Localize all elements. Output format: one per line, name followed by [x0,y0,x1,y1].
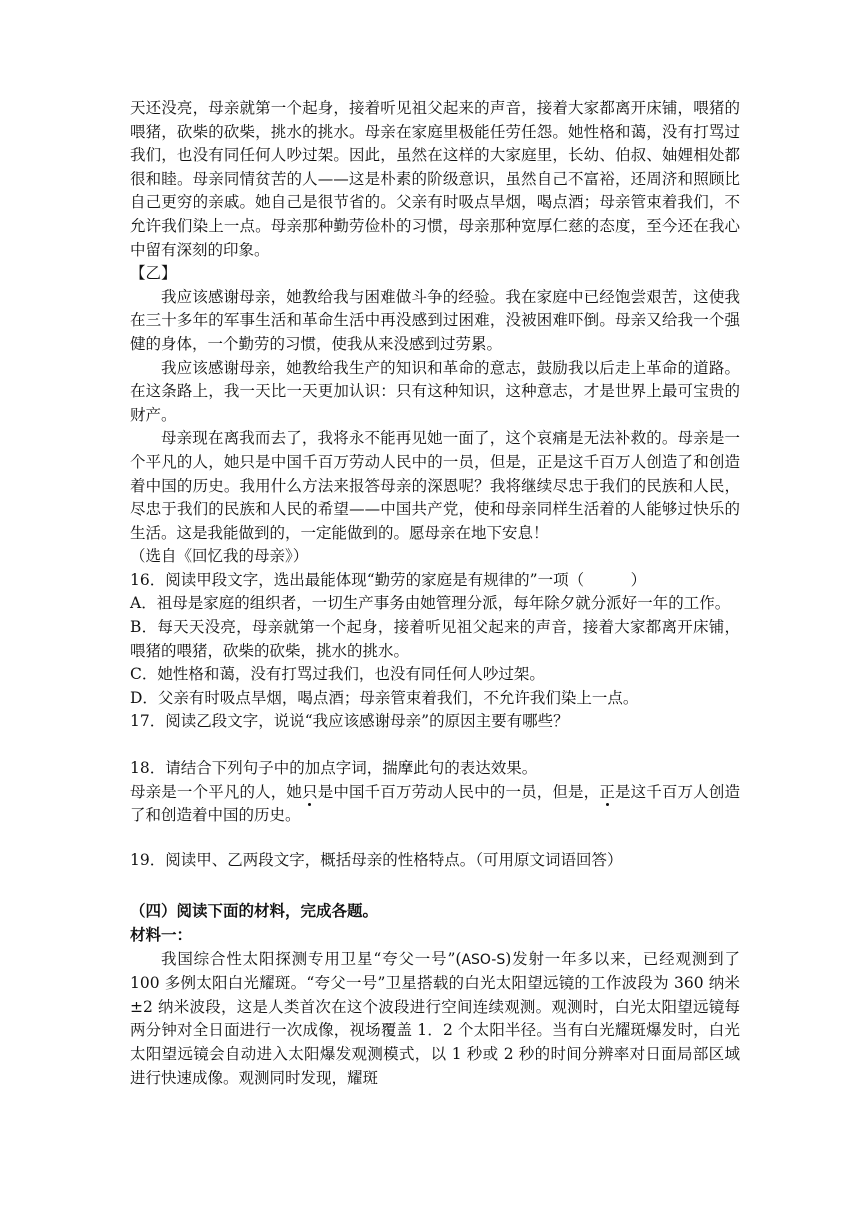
source-citation: （选自《回忆我的母亲》） [130,547,309,566]
q18-dotted-char-2: 正 [599,782,615,801]
question-16-option-b: B．每天天没亮，母亲就第一个起身，接着听见祖父起来的声音，接着大家都离开床铺，喂猪的喂猪，砍柴的砍柴，挑水的挑水。 [130,618,740,660]
passage-yi-paragraph-2: 我应该感谢母亲，她教给我生产的知识和革命的意志，鼓励我以后走上革命的道路。在这条路上，我一天比一天更加认识：只有这种知识，这种意志，才是世界上最可宝贵的财产。 [130,358,740,424]
question-17: 17．阅读乙段文字，说说“我应该感谢母亲”的原因主要有哪些？ [130,712,569,731]
question-18-stem: 18．请结合下列句子中的加点字词，揣摩此句的表达效果。 [130,759,538,778]
passage-jia-continued: 天还没亮，母亲就第一个起身，接着听见祖父起来的声音，接着大家都离开床铺，喂猪的喂猪，砍柴的砍柴，挑水的挑水。母亲在家庭里极能任劳任怨。她性格和蔼，没有打骂过我们，也没有同任何人吵过架。因此，虽然在这样的大家庭里，长幼、伯叔、妯娌相处都很和睦。母亲同情贫苦的人——这是朴素的阶级意识，虽然自己不富裕，还周济和照顾比自己更穷的亲戚。她自己是很节省的。父亲有时吸点旱烟，喝点酒；母亲管束着我们，不允许我们染上一点。母亲那种勤劳俭朴的习惯，母亲那种宽厚仁慈的态度，至今还在我心中留有深刻的印象。 [130,99,740,259]
question-19: 19．阅读甲、乙两段文字，概括母亲的性格特点。（可用原文词语回答） [130,850,623,869]
q18-sentence-after: 是这千百万人创造了和创造着中国的历史。 [130,782,740,825]
question-16-option-a: A．祖母是家庭的组织者，一切生产事务由她管理分派，每年除夕就分派好一年的工作。 [130,594,731,613]
question-16-stem: 16．阅读甲段文字，选出最能体现“勤劳的家庭是有规律的”一项（ ） [130,570,647,589]
q18-sentence-before: 母亲是一个平凡的人，她 [130,782,303,801]
section-4-title: （四）阅读下面的材料，完成各题。 [130,902,379,921]
passage-yi-header: 【乙】 [130,264,177,283]
answer-space-19 [130,872,740,900]
material-1-text-part-2: )发射一年多以来，已经观测到了 100 多例太阳白光耀斑。“夸父一号”卫星搭载的白光太阳望远镜的工作波段为 360 纳米±2 纳米波段，这是人类首次在这个波段进行空间连续观测。观测时，白光太阳望远镜每两分钟对全日面进行一次成像，视场覆盖 1．2 个太阳半径。当有白光耀斑爆发时，白光太阳望远镜会自动进入太阳爆发观测模式，以 1 秒或 2 秒的时间分辨率对日面局部区域进行快速成像。观测同时发现，耀斑 [130,949,740,1087]
answer-space-18 [130,828,740,849]
material-1-text [130,948,740,1091]
q18-dotted-char-1: 只 [302,782,318,801]
question-16-option-c: C．她性格和蔼，没有打骂过我们，也没有同任何人吵过架。 [130,665,545,684]
document-page [130,97,740,1090]
passage-yi-paragraph-1: 我应该感谢母亲，她教给我与困难做斗争的经验。我在家庭中已经饱尝艰苦，这使我在三十多年的军事生活和革命生活中再没感到过困难，没被困难吓倒。母亲又给我一个强健的身体，一个勤劳的习惯，使我从来没感到过劳累。 [130,287,740,353]
material-1-text-part-1: 我国综合性太阳探测专用卫星“夸父一号”( [161,949,462,968]
q18-sentence-mid: 是中国千百万劳动人民中的一员，但是， [317,782,600,801]
question-16-option-d: D．父亲有时吸点旱烟，喝点酒；母亲管束着我们，不允许我们染上一点。 [130,688,639,707]
material-1-abbreviation: ASO-S [461,951,506,968]
answer-space-17 [130,734,740,757]
question-18-sentence [130,781,740,828]
passage-yi-paragraph-3: 母亲现在离我而去了，我将永不能再见她一面了，这个哀痛是无法补救的。母亲是一个平凡的人，她只是中国千百万劳动人民中的一员，但是，正是这千百万人创造了和创造着中国的历史。我用什么方法来报答母亲的深恩呢？我将继续尽忠于我们的民族和人民，尽忠于我们的民族和人民的希望——中国共产党，使和母亲同样生活着的人能够过快乐的生活。这是我能做到的，一定能做到的。愿母亲在地下安息！ [130,429,740,542]
material-1-label: 材料一： [130,926,193,944]
